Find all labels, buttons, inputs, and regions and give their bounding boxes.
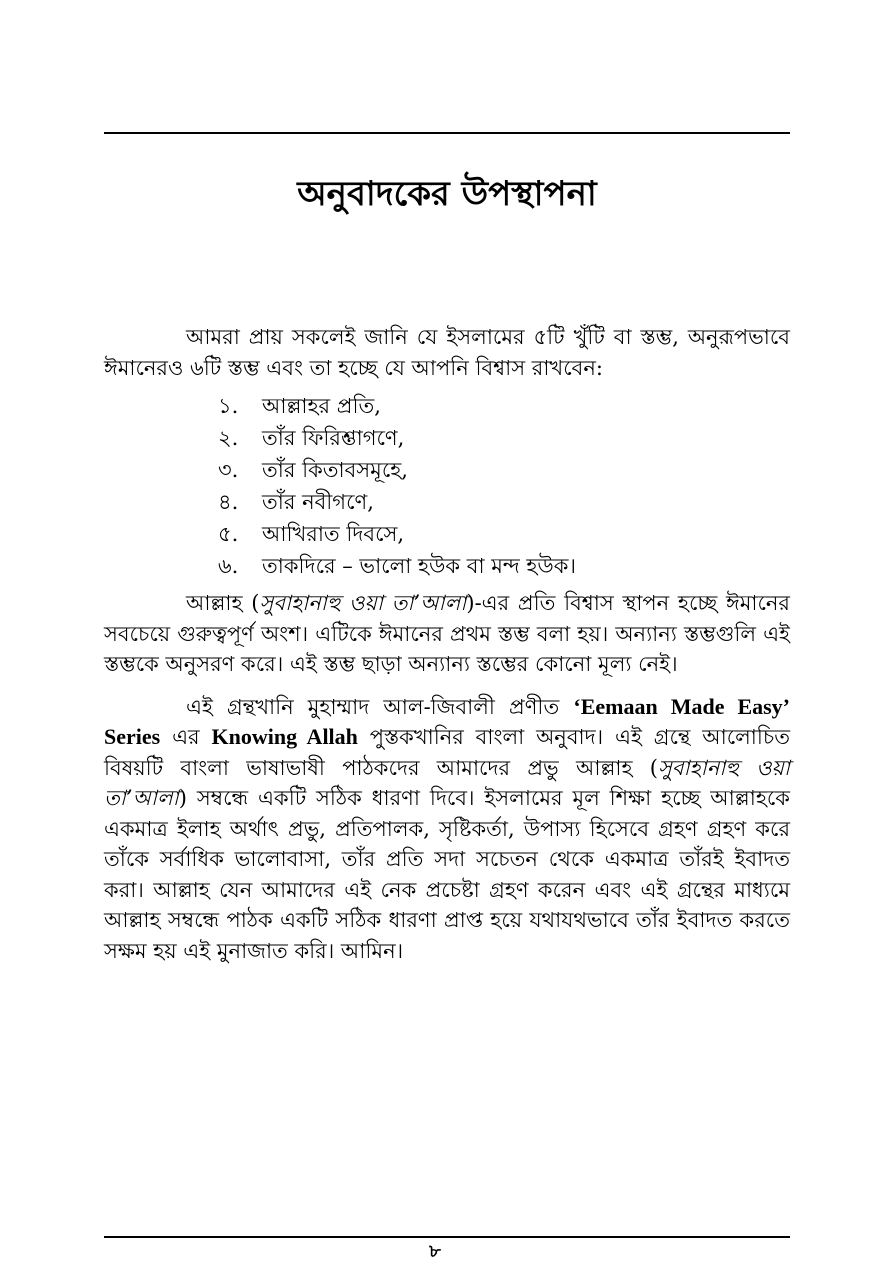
bottom-rule bbox=[104, 1236, 790, 1238]
page-number: ৮ bbox=[429, 1241, 441, 1262]
para3-text-1: এই গ্রন্থখানি মুহাম্মাদ আল-জিবালী প্রণীত bbox=[186, 694, 574, 719]
list-number: ৬. bbox=[218, 554, 239, 578]
intro-text: আমরা প্রায় সকলেই জানি যে ইসলামের ৫টি খুঁটি বা স্তম্ভ, অনুরূপভাবে ঈমানেরও ৬টি স্তম্ভ এবং তা হচ্ছে যে আপনি বিশ্বাস রাখবেন: bbox=[104, 325, 790, 380]
para3-italic: সুবাহানাহু ওয়া তা’আলা bbox=[104, 755, 790, 810]
list-text: তাঁর ফিরিশ্তাগণে, bbox=[262, 426, 405, 450]
list-item bbox=[218, 486, 790, 518]
book-intro-paragraph bbox=[104, 692, 790, 967]
para3-text-3: পুস্তকখানির বাংলা অনুবাদ। এই গ্রন্থে আলোচিত বিষয়টি বাংলা ভাষাভাষী পাঠকদের আমাদের প্রভু আল্লাহ ( bbox=[104, 725, 790, 780]
list-text: তাঁর নবীগণে, bbox=[262, 490, 374, 514]
book-name: Knowing Allah bbox=[211, 724, 358, 749]
series-name: ‘Eemaan Made Easy’ Series bbox=[104, 693, 791, 749]
list-item bbox=[218, 390, 790, 422]
list-number: ৪. bbox=[218, 490, 239, 514]
list-text: তাকদিরে – ভালো হউক বা মন্দ হউক। bbox=[262, 554, 576, 578]
top-rule bbox=[104, 132, 790, 134]
pillars-list bbox=[104, 390, 790, 582]
page-title: অনুবাদকের উপস্থাপনা bbox=[297, 174, 597, 214]
list-number: ১. bbox=[218, 394, 239, 418]
list-item bbox=[218, 454, 790, 486]
allah-belief-paragraph bbox=[104, 588, 790, 680]
para3-text-2: এর bbox=[160, 725, 212, 749]
list-number: ৫. bbox=[218, 522, 239, 546]
list-text: আখিরাত দিবসে, bbox=[262, 522, 405, 546]
list-item bbox=[218, 422, 790, 454]
list-text: আল্লাহর প্রতি, bbox=[262, 394, 381, 418]
para2-italic: সুবাহানাহু ওয়া তা’আলা bbox=[259, 591, 467, 615]
intro-paragraph bbox=[104, 322, 790, 383]
list-number: ২. bbox=[218, 426, 239, 450]
list-number: ৩. bbox=[218, 458, 239, 482]
para2-text-2: )-এর প্রতি বিশ্বাস স্থাপন হচ্ছে ঈমানের সবচেয়ে গুরুত্বপূর্ণ অংশ। এটিকে ঈমানের প্রথম স্তম্ভ বলা হয়। অন্যান্য স্তম্ভগুলি এই স্তম্ভকে অনুসরণ করে। এই স্তম্ভ ছাড়া অন্যান্য স্তম্ভের কোনো মূল্য নেই। bbox=[104, 591, 790, 676]
para3-text-4: ) সম্বন্ধে একটি সঠিক ধারণা দিবে। ইসলামের মূল শিক্ষা হচ্ছে আল্লাহকে একমাত্র ইলাহ অর্থাৎ প্রভু, প্রতিপালক, সৃষ্টিকর্তা, উপাস্য হিসেবে গ্রহণ গ্রহণ করে তাঁকে সর্বাধিক ভালোবাসা, তাঁর প্রতি সদা সচেতন থেকে একমাত্র তাঁরই ইবাদত করা। আল্লাহ যেন আমাদের এই নেক প্রচেষ্টা গ্রহণ করেন এবং এই গ্রন্থের মাধ্যমে আল্লাহ সম্বন্ধে পাঠক একটি সঠিক ধারণা প্রাপ্ত হয়ে যথাযথভাবে তাঁর ইবাদত করতে সক্ষম হয় এই মুনাজাত করি। আমিন। bbox=[104, 786, 790, 963]
document-body bbox=[104, 322, 790, 966]
list-text: তাঁর কিতাবসমূহে, bbox=[262, 458, 408, 482]
para2-text-1: আল্লাহ ( bbox=[186, 591, 260, 615]
list-item bbox=[218, 550, 790, 582]
list-item bbox=[218, 518, 790, 550]
